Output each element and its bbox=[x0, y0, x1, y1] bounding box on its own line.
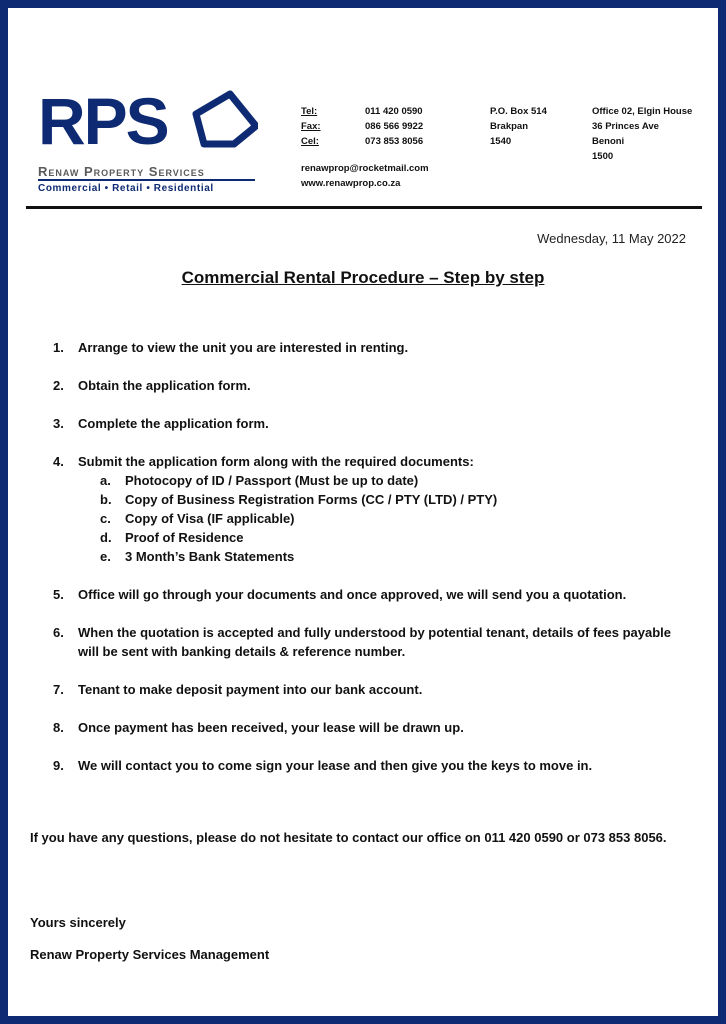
contact-fax bbox=[301, 119, 429, 134]
closing-salutation: Yours sincerely bbox=[30, 915, 126, 930]
step-text: Once payment has been received, your lease will be drawn up. bbox=[78, 720, 464, 735]
required-documents-list bbox=[100, 471, 693, 566]
physical-address bbox=[592, 104, 692, 164]
document-title: Commercial Rental Procedure – Step by step bbox=[181, 268, 545, 287]
postal-address bbox=[490, 104, 547, 149]
letterhead bbox=[26, 78, 702, 206]
contact-website: www.renawprop.co.za bbox=[301, 178, 401, 189]
logo-letters: RPS bbox=[38, 88, 168, 158]
postal-line: 1540 bbox=[490, 136, 512, 147]
procedure-steps bbox=[53, 338, 693, 794]
questions-paragraph: If you have any questions, please do not hesitate to contact our office on 011 420 0590 or 073 853 8056. bbox=[30, 830, 667, 845]
step-number: 8. bbox=[53, 720, 64, 735]
step-text: We will contact you to come sign your lease and then give you the keys to move in. bbox=[78, 758, 593, 773]
company-tagline: Commercial • Retail • Residential bbox=[38, 183, 214, 194]
signature-line: Renaw Property Services Management bbox=[30, 947, 270, 962]
logo-divider bbox=[38, 179, 255, 181]
document-item bbox=[100, 490, 693, 509]
step-text: Submit the application form along with the required documents: bbox=[78, 454, 474, 469]
step-text: Obtain the application form. bbox=[78, 378, 251, 393]
contact-label: Cel: bbox=[301, 136, 319, 147]
item-letter: b. bbox=[100, 492, 112, 507]
step-item bbox=[53, 376, 693, 395]
step-text: Office will go through your documents and once approved, we will send you a quotation. bbox=[78, 587, 627, 602]
item-letter: c. bbox=[100, 511, 111, 526]
step-number: 4. bbox=[53, 454, 64, 469]
document-item bbox=[100, 471, 693, 490]
letter-date: Wednesday, 11 May 2022 bbox=[537, 231, 686, 246]
postal-line: Brakpan bbox=[490, 121, 529, 132]
step-number: 1. bbox=[53, 340, 64, 355]
document-item bbox=[100, 547, 693, 566]
rps-logo-mark bbox=[38, 88, 258, 160]
step-item bbox=[53, 585, 693, 604]
contact-value: 011 420 0590 bbox=[365, 106, 423, 117]
item-letter: e. bbox=[100, 549, 111, 564]
postal-line: P.O. Box 514 bbox=[490, 106, 547, 117]
address-line: Office 02, Elgin House bbox=[592, 106, 693, 117]
step-item bbox=[53, 680, 693, 699]
contact-value: 073 853 8056 bbox=[365, 136, 424, 147]
document-item bbox=[100, 509, 693, 528]
step-number: 2. bbox=[53, 378, 64, 393]
step-number: 9. bbox=[53, 758, 64, 773]
company-logo bbox=[38, 88, 278, 198]
document-item bbox=[100, 528, 693, 547]
phone-contacts bbox=[301, 104, 429, 191]
item-text: Copy of Business Registration Forms (CC / PTY (LTD) / PTY) bbox=[125, 492, 498, 507]
address-line: 1500 bbox=[592, 151, 614, 162]
step-item bbox=[53, 756, 693, 775]
step-text: Arrange to view the unit you are interested in renting. bbox=[78, 340, 409, 355]
address-line: 36 Princes Ave bbox=[592, 121, 659, 132]
step-item bbox=[53, 414, 693, 433]
contact-tel bbox=[301, 104, 429, 119]
step-number: 5. bbox=[53, 587, 64, 602]
step-item bbox=[53, 338, 693, 357]
step-number: 6. bbox=[53, 625, 64, 640]
contact-cel bbox=[301, 134, 429, 149]
step-text: Tenant to make deposit payment into our bank account. bbox=[78, 682, 423, 697]
step-item bbox=[53, 452, 693, 566]
house-icon bbox=[196, 94, 256, 144]
item-text: 3 Month’s Bank Statements bbox=[125, 549, 295, 564]
address-line: Benoni bbox=[592, 136, 625, 147]
step-item bbox=[53, 718, 693, 737]
step-number: 7. bbox=[53, 682, 64, 697]
item-text: Photocopy of ID / Passport (Must be up to date) bbox=[125, 473, 419, 488]
item-text: Proof of Residence bbox=[125, 530, 244, 545]
header-divider bbox=[26, 206, 702, 209]
contact-value: 086 566 9922 bbox=[365, 121, 424, 132]
contact-label: Tel: bbox=[301, 106, 318, 117]
contact-label: Fax: bbox=[301, 121, 321, 132]
step-number: 3. bbox=[53, 416, 64, 431]
step-text: When the quotation is accepted and fully understood by potential tenant, details of fees payable will be sent with banking details & reference number. bbox=[78, 625, 672, 659]
step-text: Complete the application form. bbox=[78, 416, 269, 431]
item-letter: a. bbox=[100, 473, 111, 488]
item-letter: d. bbox=[100, 530, 112, 545]
item-text: Copy of Visa (IF applicable) bbox=[125, 511, 295, 526]
company-name: Renaw Property Services bbox=[38, 164, 205, 179]
step-item bbox=[53, 623, 693, 661]
contact-email: renawprop@rocketmail.com bbox=[301, 163, 429, 174]
